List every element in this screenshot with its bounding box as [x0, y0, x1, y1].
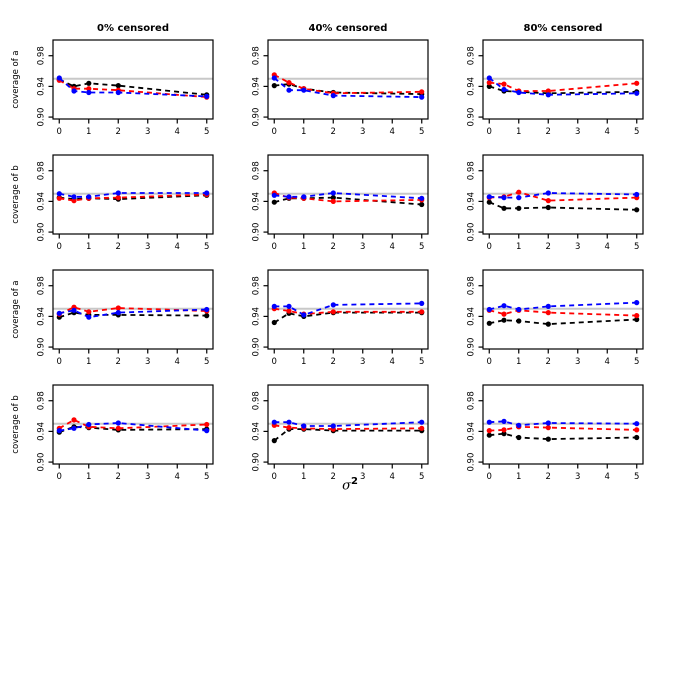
series-black [57, 77, 210, 98]
series-black [487, 317, 640, 327]
x-tick-label: 2 [545, 242, 551, 252]
panel-row3-col1 [5, 262, 220, 374]
series-blue-point [331, 423, 336, 428]
x-tick-label: 0 [271, 357, 277, 367]
y-tick-label: 0.98 [466, 46, 477, 66]
series-blue-point [419, 196, 424, 201]
panel-row4-col2 [220, 377, 435, 489]
x-tick-label: 1 [516, 357, 522, 367]
x-tick-label: 0 [486, 127, 492, 137]
y-tick-label: 0.94 [251, 306, 262, 326]
y-tick-label: 0.98 [251, 161, 262, 181]
column-title-0pct-censored: 0% censored [97, 23, 169, 34]
x-tick-label: 0 [271, 127, 277, 137]
y-tick-label: 0.90 [251, 107, 262, 127]
x-tick-label: 2 [545, 127, 551, 137]
panel-row1-col3 [435, 32, 650, 144]
series-black-point [501, 206, 506, 211]
series-blue-point [116, 310, 121, 315]
series-black-point [487, 433, 492, 438]
series-blue-point [331, 93, 336, 98]
sigma-symbol: σ [342, 478, 351, 494]
series-blue-point [301, 423, 306, 428]
series-blue-point [286, 304, 291, 309]
y-tick-label: 0.98 [466, 161, 477, 181]
x-tick-label: 0 [56, 242, 62, 252]
series-blue-point [501, 195, 506, 200]
series-black-point [116, 83, 121, 88]
series-blue-point [487, 194, 492, 199]
x-tick-label: 5 [419, 357, 425, 367]
series-blue-point [546, 190, 551, 195]
y-tick-label: 0.98 [36, 391, 47, 411]
series-blue-point [71, 88, 76, 93]
series-red-line [489, 310, 636, 315]
x-axis [57, 119, 210, 137]
x-tick-label: 1 [86, 357, 92, 367]
series-blue-point [487, 75, 492, 80]
x-axis [57, 464, 210, 482]
series-black [272, 82, 425, 97]
series-blue-point [301, 88, 306, 93]
series-red [272, 306, 425, 317]
x-tick-label: 5 [419, 242, 425, 252]
series-red-point [634, 427, 639, 432]
series-blue-point [487, 307, 492, 312]
y-axis [37, 391, 54, 471]
series-blue-point [419, 95, 424, 100]
panel-row1-col1 [5, 32, 220, 144]
series-blue [487, 419, 640, 428]
x-tick-label: 0 [486, 242, 492, 252]
x-axis [487, 119, 640, 137]
x-tick-label: 3 [145, 242, 151, 252]
series-blue-point [546, 304, 551, 309]
x-tick-label: 1 [516, 472, 522, 482]
series-blue-point [634, 192, 639, 197]
series-red-point [331, 309, 336, 314]
x-tick-label: 0 [56, 127, 62, 137]
y-tick-label: 0.98 [251, 46, 262, 66]
panel-row2-col1 [5, 147, 220, 259]
series-red-point [286, 308, 291, 313]
y-tick-label: 0.98 [36, 46, 47, 66]
y-axis-title: coverage of a [11, 280, 21, 339]
x-tick-label: 5 [419, 472, 425, 482]
series-black-point [204, 313, 209, 318]
x-tick-label: 3 [360, 127, 366, 137]
series-blue-point [204, 94, 209, 99]
series-blue-point [501, 419, 506, 424]
y-tick-label: 0.90 [251, 222, 262, 242]
x-tick-label: 1 [301, 472, 307, 482]
series-blue-point [501, 303, 506, 308]
series-blue-point [419, 301, 424, 306]
y-axis [467, 276, 484, 356]
x-tick-label: 4 [174, 127, 180, 137]
y-tick-label: 0.94 [36, 76, 47, 96]
y-tick-label: 0.94 [251, 421, 262, 441]
y-axis [467, 391, 484, 471]
series-red-point [116, 305, 121, 310]
series-red-point [204, 422, 209, 427]
series-blue-point [57, 428, 62, 433]
series-blue-point [71, 194, 76, 199]
series-black-point [487, 321, 492, 326]
series-blue-point [204, 428, 209, 433]
series-red-point [634, 313, 639, 318]
series-black-point [487, 200, 492, 205]
y-tick-label: 0.98 [251, 391, 262, 411]
series-red-point [286, 425, 291, 430]
panel-row4-col3 [435, 377, 650, 489]
series-red-point [501, 312, 506, 317]
x-tick-label: 5 [634, 127, 640, 137]
series-black-line [489, 434, 636, 439]
series-blue [487, 300, 640, 312]
series-blue-point [331, 190, 336, 195]
series-blue-point [286, 88, 291, 93]
series-blue-point [116, 190, 121, 195]
x-axis [272, 349, 425, 367]
x-axis [487, 349, 640, 367]
x-axis [272, 234, 425, 252]
series-blue-point [286, 420, 291, 425]
series-red-point [286, 80, 291, 85]
x-tick-label: 1 [301, 127, 307, 137]
x-tick-label: 3 [360, 472, 366, 482]
x-tick-label: 5 [204, 357, 210, 367]
x-tick-label: 4 [174, 242, 180, 252]
y-axis [37, 46, 54, 126]
panel-row3-col3 [435, 262, 650, 374]
x-tick-label: 2 [115, 127, 121, 137]
panel-row1-col2 [220, 32, 435, 144]
series-black-line [274, 429, 421, 441]
series-black-point [86, 81, 91, 86]
series-blue-point [516, 195, 521, 200]
y-axis-title: coverage of a [11, 50, 21, 109]
x-tick-label: 3 [145, 357, 151, 367]
series-black-point [501, 318, 506, 323]
x-tick-label: 3 [575, 242, 581, 252]
series-black-line [274, 313, 421, 323]
series-red-point [634, 81, 639, 86]
y-tick-label: 0.90 [466, 222, 477, 242]
series-red-point [546, 198, 551, 203]
series-blue-point [546, 420, 551, 425]
x-tick-label: 4 [389, 357, 395, 367]
y-tick-label: 0.90 [251, 337, 262, 357]
y-axis [252, 276, 269, 356]
series-blue-point [501, 87, 506, 92]
x-tick-label: 4 [389, 127, 395, 137]
panel-row2-col2 [220, 147, 435, 259]
panel-row3-col2 [220, 262, 435, 374]
series-blue-point [331, 302, 336, 307]
series-black-point [272, 438, 277, 443]
x-tick-label: 5 [419, 127, 425, 137]
y-tick-label: 0.94 [251, 76, 262, 96]
series-black-point [546, 437, 551, 442]
x-axis-label-sigma-squared [250, 476, 450, 493]
y-tick-label: 0.90 [36, 452, 47, 472]
series-blue-point [116, 90, 121, 95]
series-red-line [274, 75, 421, 93]
series-blue-point [71, 426, 76, 431]
series-red-point [516, 190, 521, 195]
series-black-line [489, 202, 636, 210]
y-tick-label: 0.98 [36, 161, 47, 181]
x-axis [272, 119, 425, 137]
series-red-point [331, 199, 336, 204]
series-blue-point [272, 420, 277, 425]
x-tick-label: 2 [330, 357, 336, 367]
series-blue-point [86, 194, 91, 199]
series-blue-point [634, 421, 639, 426]
x-tick-label: 4 [604, 127, 610, 137]
y-axis-title: coverage of b [11, 395, 21, 454]
y-axis-title: coverage of b [11, 165, 21, 224]
x-tick-label: 2 [545, 357, 551, 367]
x-tick-label: 0 [486, 472, 492, 482]
series-red-point [501, 427, 506, 432]
series-red-point [419, 89, 424, 94]
series-blue-point [419, 420, 424, 425]
x-tick-label: 2 [330, 472, 336, 482]
y-tick-label: 0.90 [466, 452, 477, 472]
series-red-point [116, 195, 121, 200]
series-black [487, 200, 640, 213]
x-axis [487, 234, 640, 252]
x-tick-label: 2 [115, 242, 121, 252]
x-tick-label: 3 [575, 127, 581, 137]
x-tick-label: 1 [301, 357, 307, 367]
y-tick-label: 0.94 [466, 306, 477, 326]
x-tick-label: 1 [516, 242, 522, 252]
y-tick-label: 0.98 [466, 391, 477, 411]
x-tick-label: 3 [575, 357, 581, 367]
series-blue-point [86, 422, 91, 427]
series-blue [57, 420, 210, 433]
series-blue-point [272, 75, 277, 80]
series-blue-point [546, 92, 551, 97]
y-tick-label: 0.90 [36, 222, 47, 242]
sigma-exponent: 2 [350, 476, 358, 487]
series-red-point [487, 428, 492, 433]
series-blue-point [301, 194, 306, 199]
series-black-point [272, 83, 277, 88]
x-tick-label: 4 [389, 242, 395, 252]
y-tick-label: 0.94 [466, 76, 477, 96]
y-tick-label: 0.98 [466, 276, 477, 296]
x-tick-label: 4 [174, 472, 180, 482]
x-tick-label: 3 [145, 472, 151, 482]
x-tick-label: 3 [360, 357, 366, 367]
y-tick-label: 0.94 [36, 191, 47, 211]
x-tick-label: 0 [56, 472, 62, 482]
y-axis [37, 161, 54, 241]
series-blue-point [487, 420, 492, 425]
y-tick-label: 0.94 [466, 191, 477, 211]
x-tick-label: 5 [634, 357, 640, 367]
x-tick-label: 2 [330, 127, 336, 137]
x-tick-label: 4 [604, 472, 610, 482]
series-blue-point [516, 90, 521, 95]
series-blue-point [516, 423, 521, 428]
series-black-point [516, 318, 521, 323]
series-blue-point [86, 90, 91, 95]
series-black-point [546, 322, 551, 327]
series-black-point [634, 207, 639, 212]
x-tick-label: 1 [301, 242, 307, 252]
series-blue-point [204, 307, 209, 312]
x-axis [487, 464, 640, 482]
x-tick-label: 4 [604, 357, 610, 367]
y-axis [467, 161, 484, 241]
series-black-point [516, 435, 521, 440]
y-tick-label: 0.90 [36, 107, 47, 127]
y-tick-label: 0.94 [466, 421, 477, 441]
series-blue-point [634, 300, 639, 305]
y-tick-label: 0.90 [251, 452, 262, 472]
series-red-point [57, 196, 62, 201]
y-tick-label: 0.98 [251, 276, 262, 296]
x-tick-label: 1 [86, 127, 92, 137]
y-tick-label: 0.94 [36, 306, 47, 326]
series-red-point [71, 417, 76, 422]
series-blue-point [272, 304, 277, 309]
series-red [487, 190, 640, 204]
column-title-80pct-censored: 80% censored [523, 23, 603, 34]
y-tick-label: 0.90 [466, 337, 477, 357]
x-tick-label: 0 [271, 472, 277, 482]
y-axis [252, 161, 269, 241]
y-tick-label: 0.98 [36, 276, 47, 296]
x-tick-label: 2 [115, 472, 121, 482]
x-tick-label: 4 [389, 472, 395, 482]
x-tick-label: 2 [545, 472, 551, 482]
series-black-point [272, 320, 277, 325]
y-tick-label: 0.94 [36, 421, 47, 441]
series-blue-point [634, 91, 639, 96]
series-red [57, 78, 210, 100]
series-blue-point [272, 193, 277, 198]
x-tick-label: 4 [174, 357, 180, 367]
series-red [487, 424, 640, 433]
y-axis [252, 46, 269, 126]
series-red-point [419, 426, 424, 431]
x-tick-label: 5 [204, 472, 210, 482]
x-tick-label: 5 [204, 242, 210, 252]
y-tick-label: 0.90 [466, 107, 477, 127]
series-red-line [489, 83, 636, 91]
y-axis [467, 46, 484, 126]
series-blue-point [116, 420, 121, 425]
x-tick-label: 5 [634, 242, 640, 252]
panel-row4-col1 [5, 377, 220, 489]
y-tick-label: 0.94 [251, 191, 262, 211]
x-tick-label: 4 [604, 242, 610, 252]
x-tick-label: 1 [86, 242, 92, 252]
x-tick-label: 0 [56, 357, 62, 367]
series-black [487, 431, 640, 442]
series-black-line [489, 320, 636, 325]
series-red-point [546, 310, 551, 315]
x-tick-label: 0 [486, 357, 492, 367]
x-tick-label: 1 [516, 127, 522, 137]
series-red-point [487, 80, 492, 85]
series-blue-point [86, 315, 91, 320]
series-black-point [516, 206, 521, 211]
x-tick-label: 3 [360, 242, 366, 252]
series-black-point [419, 202, 424, 207]
series-red-point [86, 309, 91, 314]
x-tick-label: 5 [634, 472, 640, 482]
series-black-point [272, 200, 277, 205]
series-red-point [546, 425, 551, 430]
series-red-point [419, 309, 424, 314]
panel-row2-col3 [435, 147, 650, 259]
series-blue-point [301, 312, 306, 317]
series-blue-point [71, 308, 76, 313]
x-axis [57, 349, 210, 367]
x-tick-label: 3 [575, 472, 581, 482]
x-axis [57, 234, 210, 252]
series-red-point [501, 82, 506, 87]
series-blue-point [57, 311, 62, 316]
series-blue-point [516, 307, 521, 312]
series-red-line [489, 427, 636, 431]
x-tick-label: 2 [115, 357, 121, 367]
x-tick-label: 2 [330, 242, 336, 252]
x-tick-label: 5 [204, 127, 210, 137]
series-black-point [634, 435, 639, 440]
series-blue-point [57, 191, 62, 196]
x-tick-label: 3 [145, 127, 151, 137]
y-axis [252, 391, 269, 471]
x-tick-label: 1 [86, 472, 92, 482]
column-title-40pct-censored: 40% censored [308, 23, 388, 34]
series-black-point [546, 205, 551, 210]
series-blue-point [286, 194, 291, 199]
y-axis [37, 276, 54, 356]
series-red-point [116, 426, 121, 431]
y-tick-label: 0.90 [36, 337, 47, 357]
x-tick-label: 0 [271, 242, 277, 252]
series-blue-point [57, 75, 62, 80]
series-blue-point [204, 190, 209, 195]
